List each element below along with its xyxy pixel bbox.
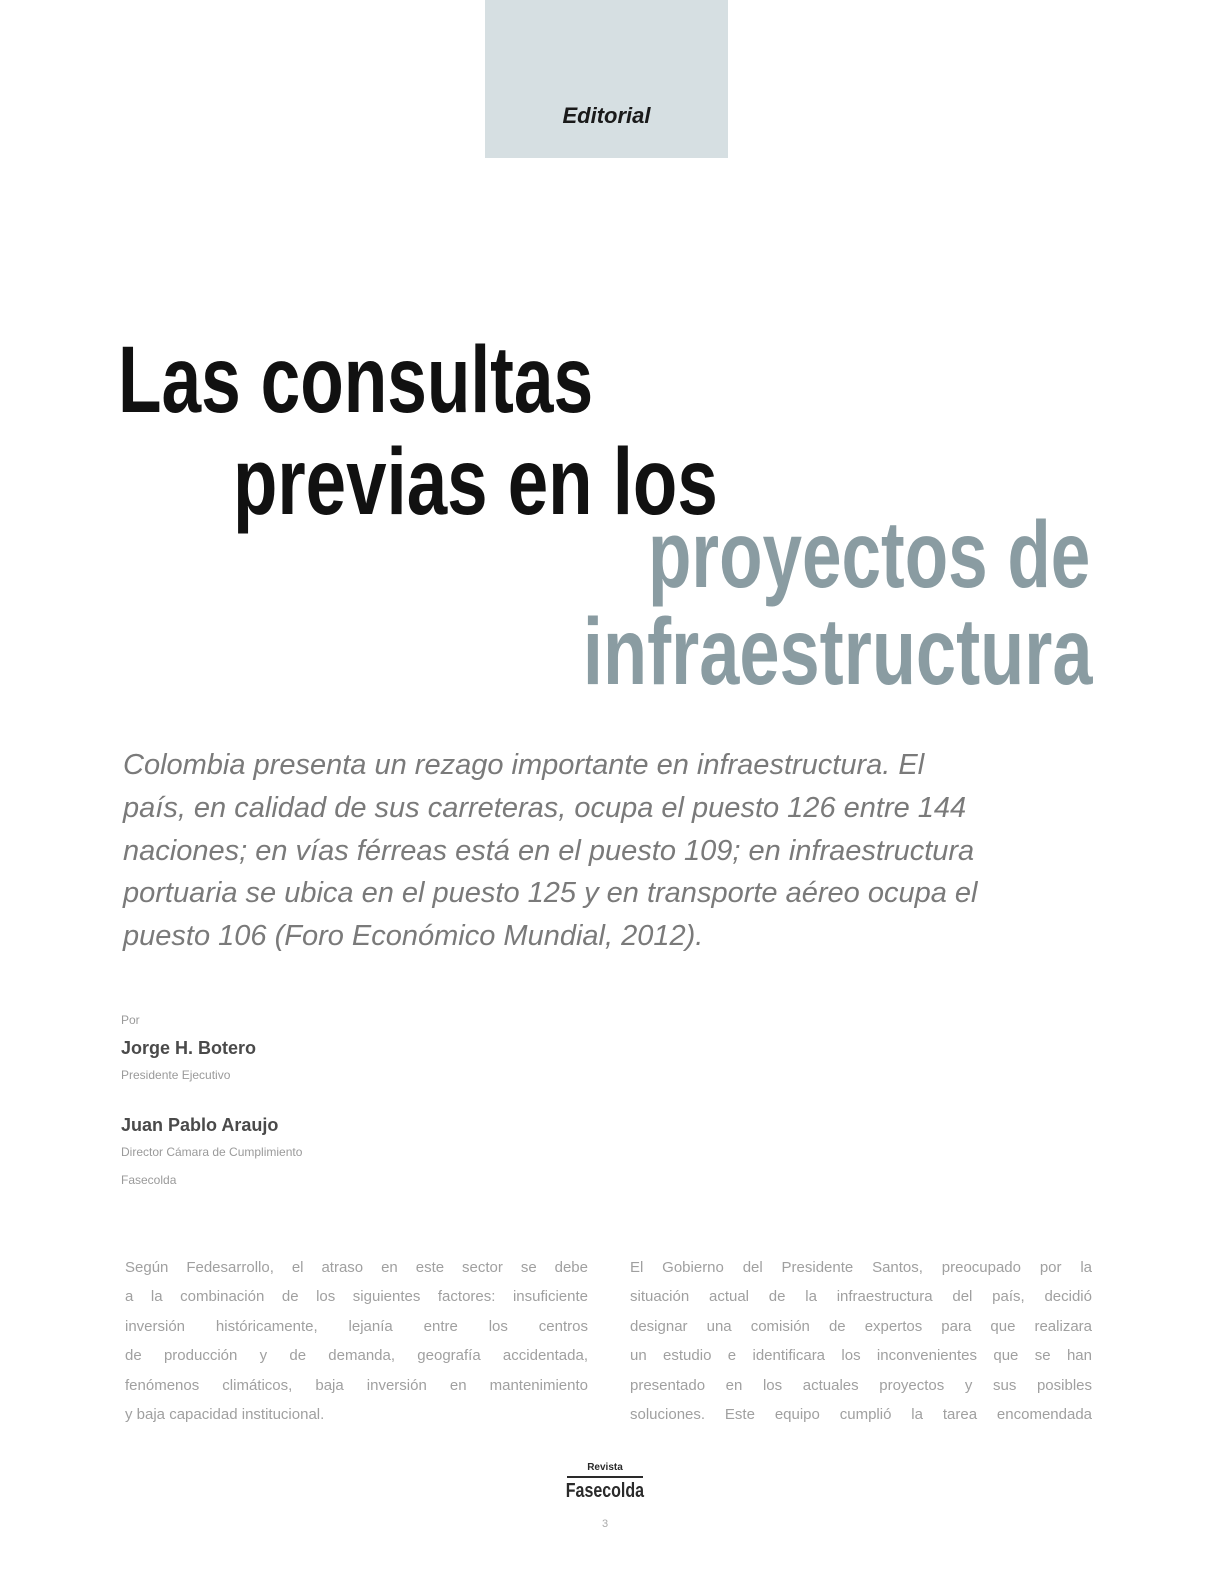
body-line: El Gobierno del Presidente Santos, preocupado por la [630,1259,1092,1276]
body-line: un estudio e identificara los inconvenientes que se han [630,1347,1092,1365]
body-line: presentado en los actuales proyectos y sus posibles [630,1376,1092,1394]
lead-line: país, en calidad de sus carreteras, ocupa el puesto 126 entre 144 [123,791,967,824]
body-line: soluciones. Este equipo cumplió la tarea encomendada [630,1406,1092,1424]
lead-paragraph [123,744,1103,958]
title-line-3: proyectos de [647,502,1090,608]
author-role: Presidente Ejecutivo [121,1068,231,1082]
body-line: inversión históricamente, lejanía entre los centros [125,1317,588,1335]
lead-line: Colombia presenta un rezago importante en infraestructura. El [123,749,925,781]
lead-line: portuaria se ubica en el puesto 125 y en transporte aéreo ocupa el [123,877,978,910]
section-header-box [485,0,728,158]
body-line: Según Fedesarrollo, el atraso en este sector se debe [125,1259,588,1276]
lead-line: puesto 106 (Foro Económico Mundial, 2012). [123,920,704,952]
author-role: Director Cámara de Cumplimiento [121,1145,303,1159]
author-name: Jorge H. Botero [121,1038,257,1058]
body-line: a la combinación de los siguientes factores: insuficiente [125,1288,588,1306]
body-line: fenómenos climáticos, baja inversión en mantenimiento [125,1376,588,1394]
author-organization: Fasecolda [121,1173,177,1187]
lead-line: naciones; en vías férreas está en el puesto 109; en infraestructura [123,834,975,867]
body-line: designar una comisión de expertos para que realizara [630,1317,1092,1335]
body-column-right [630,1253,1092,1429]
body-column-left [125,1253,588,1429]
body-line: y baja capacidad institucional. [125,1406,325,1424]
author-name: Juan Pablo Araujo [121,1115,279,1135]
magazine-logo [545,1462,665,1502]
byline-prefix: Por [121,1013,140,1027]
title-line-2: previas en los [233,429,718,535]
title-line-1: Las consultas [118,327,594,433]
title-line-4: infraestructura [582,599,1092,705]
body-line: de producción y de demanda, geografía accidentada, [125,1347,588,1365]
section-label: Editorial [562,103,651,128]
body-line: situación actual de la infraestructura del país, decidió [630,1288,1092,1306]
logo-bottom-text: Fasecolda [565,1480,645,1502]
page-number: 3 [601,1518,609,1530]
logo-top-text: Revista [567,1462,643,1478]
